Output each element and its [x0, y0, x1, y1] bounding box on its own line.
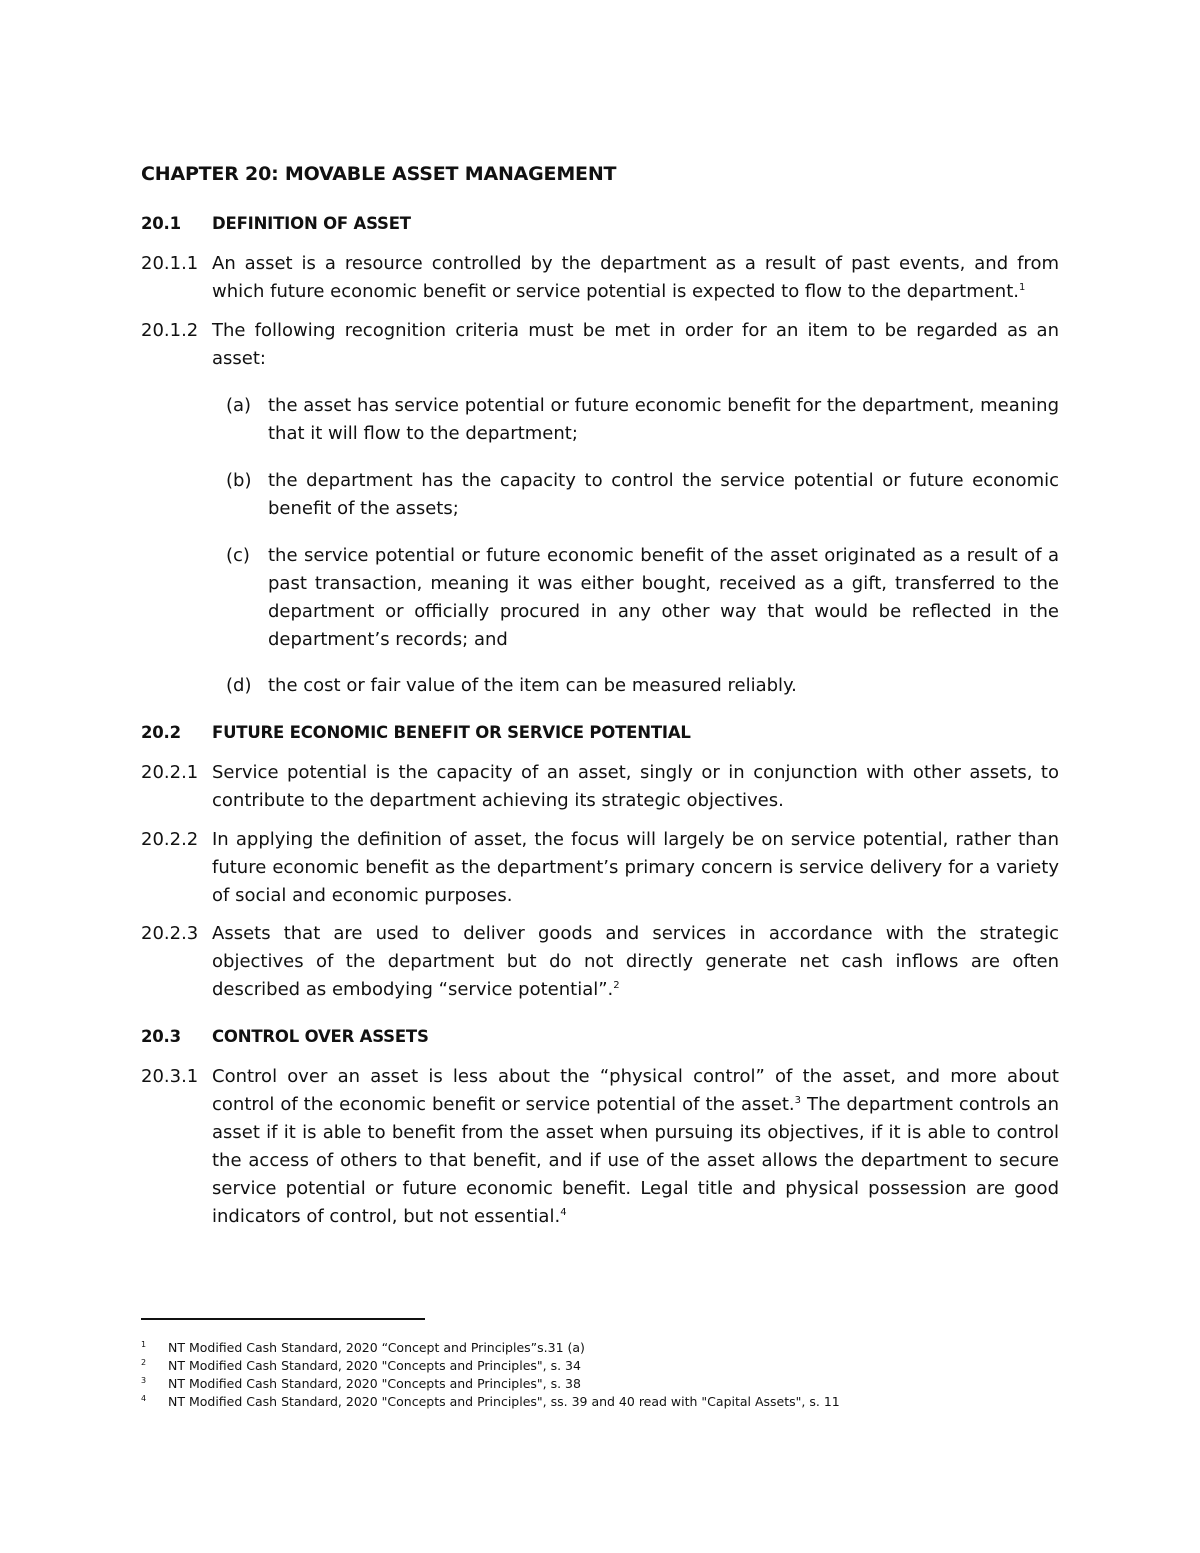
paragraph-text: An asset is a resource controlled by the department as a result of past events, and from which future economic benefit or service potential is expected to flow to the department.: [212, 253, 1059, 302]
footnote-text: NT Modified Cash Standard, 2020 "Concepts and Principles", s. 38: [168, 1376, 581, 1391]
section-title: CONTROL OVER ASSETS: [212, 1027, 429, 1046]
paragraph-20-3-1: [141, 1063, 1059, 1231]
paragraph-20-1-1: [141, 250, 1059, 306]
paragraph-text: The following recognition criteria must be met in order for an item to be regarded as an asset:: [212, 320, 1059, 369]
criterion-item: [226, 467, 1059, 523]
section-title: DEFINITION OF ASSET: [212, 214, 411, 233]
criterion-item: [226, 542, 1059, 654]
paragraph-20-2-3: [141, 920, 1059, 1004]
paragraph-text: In applying the definition of asset, the focus will largely be on service potential, rather than future economic benefit as the department’s primary concern is service delivery for a variety of social and economic purposes.: [212, 829, 1059, 906]
chapter-title: CHAPTER 20: MOVABLE ASSET MANAGEMENT: [141, 163, 617, 185]
footnote-text: NT Modified Cash Standard, 2020 “Concept and Principles”s.31 (a): [168, 1340, 585, 1355]
footnote-ref: 4: [560, 1207, 567, 1218]
criterion-text: the service potential or future economic benefit of the asset originated as a result of a past transaction, meaning it was either bought, received as a gift, transferred to the department or officially procured in any other way that would be reflected in the department’s records; and: [268, 545, 1059, 650]
section-number: 20.3: [141, 1027, 181, 1046]
paragraph-text: Service potential is the capacity of an asset, singly or in conjunction with other assets, to contribute to the department achieving its strategic objectives.: [212, 762, 1059, 811]
footnote-number: 4: [141, 1394, 147, 1403]
criterion-label: (b): [226, 470, 252, 491]
paragraph-20-2-1: [141, 759, 1059, 815]
paragraph-number: 20.2.1: [141, 762, 199, 783]
footnote-text: NT Modified Cash Standard, 2020 "Concepts and Principles", ss. 39 and 40 read with "Capital Assets", s. 11: [168, 1394, 840, 1409]
section-number: 20.1: [141, 214, 181, 233]
criterion-item: [226, 392, 1059, 448]
paragraph-number: 20.2.2: [141, 829, 199, 850]
criterion-label: (c): [226, 545, 250, 566]
footnote-number: 3: [141, 1376, 147, 1385]
paragraph-text: The department controls an asset if it is able to benefit from the asset when pursuing its objectives, if it is able to control the access of others to that benefit, and if use of the asset allows the department to secure service potential or future economic benefit. Legal title and physical possession are good indicators of control, but not essential.: [212, 1094, 1060, 1227]
footnote-number: 1: [141, 1340, 147, 1349]
criterion-label: (d): [226, 675, 252, 696]
paragraph-number: 20.3.1: [141, 1066, 199, 1087]
paragraph-number: 20.2.3: [141, 923, 199, 944]
paragraph-20-1-2: [141, 317, 1059, 373]
section-number: 20.2: [141, 723, 181, 742]
criterion-text: the department has the capacity to control the service potential or future economic benefit of the assets;: [268, 470, 1059, 519]
footnote-ref: 1: [1019, 282, 1026, 293]
criterion-text: the asset has service potential or future economic benefit for the department, meaning that it will flow to the department;: [268, 395, 1059, 444]
footnote-ref: 3: [794, 1095, 801, 1106]
criterion-label: (a): [226, 395, 252, 416]
footnote-number: 2: [141, 1358, 147, 1367]
criterion-text: the cost or fair value of the item can be measured reliably.: [268, 675, 797, 696]
paragraph-number: 20.1.1: [141, 253, 199, 274]
footnote-text: NT Modified Cash Standard, 2020 "Concepts and Principles", s. 34: [168, 1358, 581, 1373]
footnote-separator: [141, 1318, 425, 1320]
paragraph-20-2-2: [141, 826, 1059, 910]
paragraph-text: Assets that are used to deliver goods and services in accordance with the strategic objectives of the department but do not directly generate net cash inflows are often described as embodying “service potential”.: [212, 923, 1059, 1000]
criterion-item: [226, 672, 1059, 700]
paragraph-number: 20.1.2: [141, 320, 199, 341]
footnote-ref: 2: [613, 980, 620, 991]
paragraph-text: Control over an asset is less about the “physical control” of the asset, and more about control of the economic benefit or service potential of the asset.: [212, 1066, 1059, 1115]
section-title: FUTURE ECONOMIC BENEFIT OR SERVICE POTENTIAL: [212, 723, 691, 742]
